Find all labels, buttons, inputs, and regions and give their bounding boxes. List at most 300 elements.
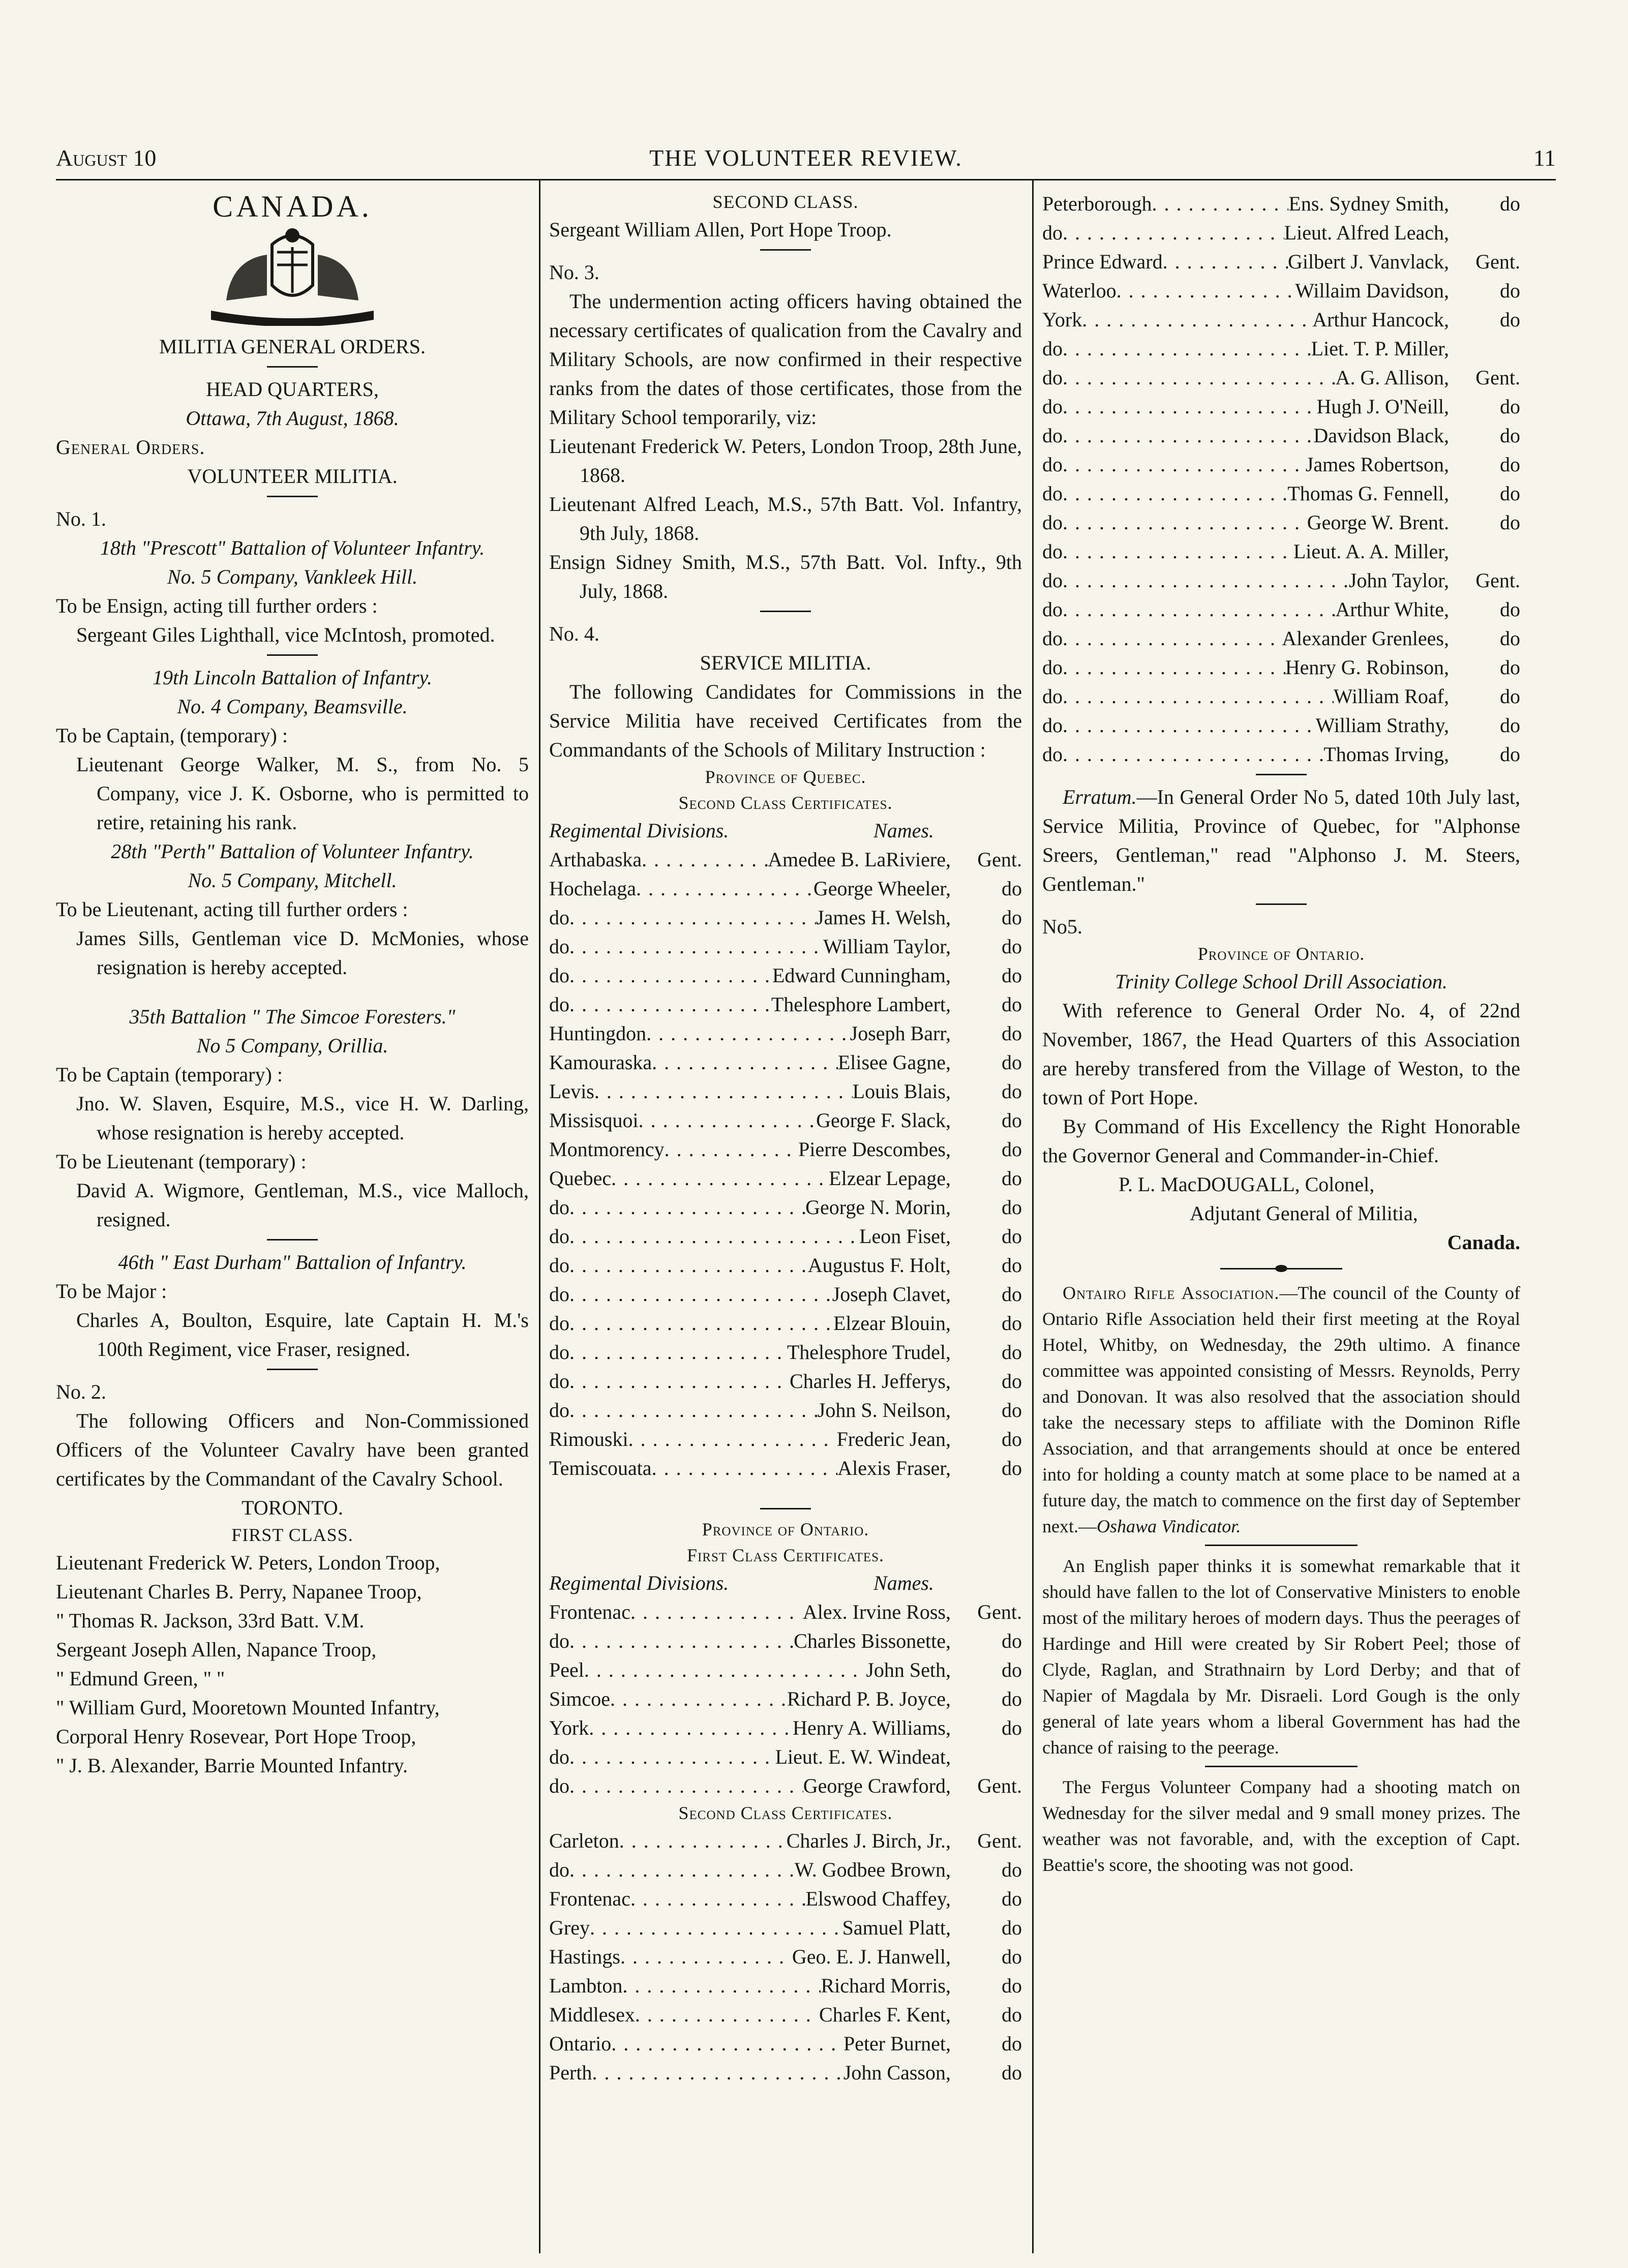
division-cell: York [1042,308,1082,331]
division-cell: do [1042,453,1063,476]
division-cell: Frontenac [549,1600,630,1623]
list-item: Lieutenant Frederick W. Peters, London Troop, [56,1551,440,1574]
name-cell: Charles Bissonette, [794,1629,951,1652]
company-name: No. 4 Company, Beamsville. [177,695,408,718]
class-cell [1449,537,1520,566]
issue-date: August 10 [56,145,157,171]
table-row [549,990,1022,1019]
table-row [549,1942,1022,1971]
battalion-name: 28th "Perth" Battalion of Volunteer Infantry. [111,840,474,863]
order-text: With reference to General Order No. 4, of 22nd November, 1867, the Head Quarters of this Association are hereby transfered from the Village of Weston, to the town of Port Hope. [1042,999,1520,1109]
table-row [549,961,1022,990]
table-row [549,1684,1022,1713]
rifle-association-article [1042,1280,1520,1539]
name-cell: Liet. T. P. Miller, [1311,337,1449,360]
company-name: No 5 Company, Orillia. [196,1034,388,1057]
service-militia-heading: SERVICE MILITIA. [700,651,871,674]
table-row [549,1309,1022,1338]
battalion-name: 18th "Prescott" Battalion of Volunteer Infantry. [100,536,485,559]
name-cell: Richard P. B. Joyce, [787,1687,951,1710]
location-heading: TORONTO. [242,1496,343,1519]
leader-dots [635,2000,819,2029]
name-cell: James H. Welsh, [816,906,951,929]
list-item: " Thomas R. Jackson, 33rd Batt. V.M. [56,1609,365,1632]
column-header-divisions: Regimental Divisions. [549,819,729,842]
divider [1205,1766,1358,1767]
class-cell: do [1002,1225,1022,1248]
leader-dots [1063,624,1282,653]
table-row [549,1884,1022,1913]
name-cell: Peter Burnet, [843,2032,951,2055]
table-row [549,1280,1022,1309]
article-source: Oshawa Vindicator. [1096,1516,1241,1536]
table-row [1042,276,1520,305]
order-text: The following Candidates for Commissions in the Service Militia have received Certificates from the Commandants of the Schools of Military Instruction : [549,680,1022,761]
class-cell: do [1002,1254,1022,1277]
division-cell: Simcoe [549,1687,610,1710]
leader-dots [1063,363,1336,392]
table-row [549,1855,1022,1884]
name-cell: Charles J. Birch, Jr., [786,1829,951,1852]
division-cell: do [549,993,569,1016]
order-text: The undermention acting officers having obtained the necessary certificates of qualication from the Cavalry and Military Schools, are now confirmed in their respective ranks from the dates of those certificates, those from the Military School temporarily, viz: [549,290,1022,429]
name-cell: Alex. Irvine Ross, [802,1600,951,1623]
class-cell: do [1002,1341,1022,1364]
class-cell: do [1002,1138,1022,1161]
class-cell: do [1002,1887,1022,1910]
division-cell: do [1042,569,1063,592]
table-row [1042,392,1520,421]
table-row [549,1826,1022,1855]
first-class-list [56,1548,529,1780]
leader-dots [639,1106,816,1135]
order-text: The following Officers and Non-Commissioned Officers of the Volunteer Cavalry have been granted certificates by the Commandant of the Cavalry School. [56,1409,529,1490]
ornamental-divider [1220,1266,1342,1271]
class-cell: Gent. [977,848,1022,871]
division-cell: do [1042,511,1063,534]
table-row [1042,421,1520,450]
certificate-heading: First Class Certificates. [686,1545,885,1565]
name-cell: Lieut. E. W. Windeat, [775,1745,951,1768]
list-item: Corporal Henry Rosevear, Port Hope Troop, [56,1725,416,1748]
appointment: Jno. W. Slaven, Esquire, M.S., vice H. W. Darling, whose resignation is hereby accepted. [76,1092,529,1144]
name-cell: Frederic Jean, [836,1428,951,1450]
division-cell: Levis [549,1080,594,1103]
table-row [549,1396,1022,1425]
division-cell: do [1042,540,1063,563]
name-cell: Lieut. A. A. Miller, [1293,540,1449,563]
table-row [549,1251,1022,1280]
name-cell: Davidson Black, [1313,424,1449,447]
class-cell: do [1002,1370,1022,1393]
leader-dots [569,1771,803,1800]
leader-dots [1163,247,1288,276]
command-line: By Command of His Excellency the Right Honorable the Governor General and Commander-in-Chief. [1042,1115,1520,1167]
division-cell: Lambton [549,1974,623,1997]
list-item: Ensign Sidney Smith, M.S., 57th Batt. Vol. Infty., 9th July, 1868. [549,551,1022,602]
division-cell: Prince Edward [1042,250,1163,273]
column-3 [1042,189,1520,1878]
divider [760,611,811,612]
table-row [1042,247,1520,276]
class-cell: do [1500,743,1520,766]
table-row [1042,682,1520,711]
table-row [1042,740,1520,769]
division-cell: do [1042,685,1063,708]
divider [267,496,318,497]
division-cell: do [1042,627,1063,650]
table-row [1042,624,1520,653]
divider [1256,774,1307,775]
province-heading: Province of Ontario. [702,1519,869,1539]
table-row [549,1742,1022,1771]
name-cell: Thomas G. Fennell, [1287,482,1449,505]
page-number: 11 [1533,145,1556,171]
leader-dots [1063,508,1307,537]
list-item: " J. B. Alexander, Barrie Mounted Infantry. [56,1754,408,1777]
name-cell: Elzear Lepage, [829,1167,951,1190]
name-cell: John Seth, [866,1658,951,1681]
battalion-name: 35th Battalion " The Simcoe Foresters." [129,1005,456,1028]
table-row [1042,218,1520,247]
article-heading: Ontairo Rifle Association. [1063,1283,1280,1303]
table-row [1042,334,1520,363]
leader-dots [569,1193,805,1222]
division-cell: Huntingdon [549,1022,647,1045]
signature-name: P. L. MacDOUGALL, Colonel, [1119,1173,1375,1196]
class-cell: Gent. [1475,569,1520,592]
class-cell: do [1002,1658,1022,1681]
name-cell: Amedee B. LaRiviere, [768,848,951,871]
rank-line: To be Ensign, acting till further orders : [56,594,378,617]
division-cell: do [1042,337,1063,360]
table-row [1042,537,1520,566]
ontario-second-table-continued [1042,189,1520,769]
quebec-table [549,845,1022,1483]
name-cell: Edward Cunningham, [772,964,951,987]
column-header-divisions: Regimental Divisions. [549,1571,729,1594]
division-cell: Arthabaska [549,848,642,871]
leader-dots [620,1942,792,1971]
division-cell: do [549,1283,569,1306]
leader-dots [1063,740,1323,769]
divider [760,249,811,251]
name-cell: A. G. Allison, [1335,366,1449,389]
division-cell: Peterborough [1042,192,1152,215]
fergus-article: The Fergus Volunteer Company had a shooting match on Wednesday for the silver medal and 9 small money prizes. The weather was not favorable, and, with the exception of Capt. Beattie's score, the shooting was not good. [1042,1777,1520,1875]
page-header [56,143,1556,179]
class-cell: do [1002,1283,1022,1306]
name-cell: Charles H. Jefferys, [790,1370,951,1393]
table-row [549,1135,1022,1164]
division-cell: do [549,935,569,958]
division-cell: do [549,1858,569,1881]
name-cell: Leon Fiset, [859,1225,951,1248]
name-cell: W. Godbee Brown, [794,1858,951,1881]
leader-dots [611,2029,843,2058]
class-cell: do [1500,511,1520,534]
division-cell: do [1042,482,1063,505]
table-row [549,903,1022,932]
leader-dots [1063,537,1293,566]
class-cell: do [1002,877,1022,900]
table-row [1042,479,1520,508]
class-cell: do [1002,1109,1022,1132]
division-cell: do [1042,424,1063,447]
division-cell: do [549,1196,569,1219]
table-row [549,2000,1022,2029]
leader-dots [569,1280,832,1309]
table-row [549,932,1022,961]
appointment: Sergeant Giles Lighthall, vice McIntosh, promoted. [76,623,495,646]
division-cell: Hastings [549,1945,620,1968]
division-cell: Rimouski [549,1428,628,1450]
name-cell: Hugh J. O'Neill, [1316,395,1449,418]
leader-dots [1063,711,1316,740]
class-cell [1449,218,1520,247]
list-item: " William Gurd, Mooretown Mounted Infantry, [56,1696,440,1719]
division-cell: Carleton [549,1829,619,1852]
table-row [549,1019,1022,1048]
table-row [549,1454,1022,1483]
rank-line: To be Captain, (temporary) : [56,724,288,747]
division-cell: Hochelaga [549,877,637,900]
class-cell: do [1002,1687,1022,1710]
list-item: " Edmund Green, " " [56,1667,225,1690]
class-cell: do [1002,1051,1022,1074]
leader-dots [569,1855,795,1884]
leader-dots [619,1826,787,1855]
division-cell: Waterloo [1042,279,1117,302]
leader-dots [652,1048,838,1077]
list-item: Sergeant Joseph Allen, Napance Troop, [56,1638,377,1661]
name-cell: George Wheeler, [813,877,951,900]
leader-dots [611,1164,829,1193]
name-cell: Alexis Fraser, [837,1457,951,1479]
leader-dots [1063,392,1316,421]
leader-dots [1063,450,1306,479]
ontario-first-table [549,1597,1022,1800]
class-cell: do [1002,1716,1022,1739]
name-cell: Gilbert J. Vanvlack, [1288,250,1449,273]
class-cell: do [1500,656,1520,679]
leader-dots [569,1742,775,1771]
certificate-heading: Second Class Certificates. [678,793,893,813]
erratum-label: Erratum. [1063,785,1137,808]
table-row [1042,305,1520,334]
leader-dots [636,874,813,903]
table-row [549,1077,1022,1106]
name-cell: Elzear Blouin, [833,1312,951,1335]
column-header-names: Names. [873,1571,934,1594]
name-cell: Arthur White, [1335,598,1449,621]
leader-dots [1063,218,1284,247]
divider [1256,903,1307,905]
class-cell: do [1002,1196,1022,1219]
name-cell: Thomas Irving, [1323,743,1449,766]
list-item: Lieutenant Frederick W. Peters, London Troop, 28th June, 1868. [549,435,1022,487]
ontario-second-table [549,1826,1022,2087]
table-row [549,1626,1022,1655]
order-number: No. 1. [56,507,106,530]
signature-title: Adjutant General of Militia, [1190,1202,1418,1225]
class-cell: do [1002,935,1022,958]
name-cell: Arthur Hancock, [1312,308,1449,331]
column-2 [549,189,1022,2087]
name-cell: Joseph Clavet, [832,1283,951,1306]
name-cell: Geo. E. J. Hanwell, [792,1945,951,1968]
leader-dots [1063,595,1335,624]
table-row [1042,189,1520,218]
leader-dots [652,1454,838,1483]
divider [760,1508,811,1509]
name-cell: John Taylor, [1348,569,1449,592]
division-cell: Temiscouata [549,1457,652,1479]
association-name: Trinity College School Drill Association. [1115,970,1448,993]
header-rule [56,179,1556,180]
name-cell: Joseph Barr, [850,1022,951,1045]
division-cell: Quebec [549,1167,612,1190]
list-item: Sergeant William Allen, Port Hope Troop. [549,218,892,241]
table-row [1042,450,1520,479]
class-cell: do [1002,1022,1022,1045]
leader-dots [1152,189,1289,218]
name-cell: Henry G. Robinson, [1285,656,1449,679]
column-header-names: Names. [873,819,934,842]
certificate-heading: Second Class Certificates. [678,1803,893,1823]
province-heading: Province of Ontario. [1197,944,1365,964]
name-cell: Willaim Davidson, [1295,279,1449,302]
class-cell: do [1002,1457,1022,1479]
class-cell: do [1002,2061,1022,2084]
class-cell: do [1002,906,1022,929]
name-cell: George W. Brent. [1307,511,1449,534]
leader-dots [628,1425,837,1454]
table-header [549,1568,1022,1597]
name-cell: John Casson, [843,2061,951,2084]
list-item: Lieutenant Alfred Leach, M.S., 57th Batt. Vol. Infantry, 9th July, 1868. [549,493,1022,545]
table-row [549,1106,1022,1135]
volunteer-militia-heading: VOLUNTEER MILITIA. [187,465,398,488]
class-cell: do [1002,1399,1022,1422]
class-cell: Gent. [1475,366,1520,389]
leader-dots [1063,421,1313,450]
class-cell: do [1500,714,1520,737]
erratum [1042,782,1520,898]
table-row [549,1367,1022,1396]
division-cell: do [1042,743,1063,766]
division-cell: do [549,1370,569,1393]
class-cell: do [1002,1974,1022,1997]
leader-dots [569,961,772,990]
class-cell: Gent. [1475,250,1520,273]
divider [267,1369,318,1370]
class-cell: do [1500,482,1520,505]
leader-dots [594,1077,853,1106]
class-heading: SECOND CLASS. [712,192,859,212]
division-cell: Missisquoi [549,1109,639,1132]
table-row [1042,595,1520,624]
division-cell: do [1042,656,1063,679]
division-cell: Middlesex [549,2003,635,2026]
country-title: CANADA. [213,190,372,223]
column-1 [56,189,529,1780]
rank-line: To be Lieutenant, acting till further orders : [56,898,408,921]
class-cell: do [1002,1916,1022,1939]
article-body: —The council of the County of Ontario Rifle Association held their first meeting at the Royal Hotel, Whitby, on Wednesday, the 29th ultimo. A finance committee was appointed consisting of Messrs. Reynolds, Perry and Donovan. It was also resolved that the association should take the necessary steps to affiliate with the Dominon Rifle Association, and that arrangements should at once be entered into for holding a county match at some place to be named at a future day, the match to commence on the first day of September next.— [1042,1283,1521,1536]
division-cell: do [549,964,569,987]
division-cell: Montmorency [549,1138,665,1161]
leader-dots [1063,479,1287,508]
name-cell: Richard Morris, [821,1974,951,1997]
leader-dots [1063,334,1311,363]
leader-dots [610,1684,787,1713]
table-row [549,1164,1022,1193]
leader-dots [584,1655,866,1684]
class-cell: do [1002,1080,1022,1103]
class-cell: Gent. [977,1600,1022,1623]
name-cell: Ens. Sydney Smith, [1288,192,1449,215]
class-cell: do [1500,685,1520,708]
name-cell: Elisee Gagne, [837,1051,951,1074]
class-cell: do [1002,1945,1022,1968]
class-cell: do [1500,192,1520,215]
rank-line: To be Major : [56,1280,167,1303]
division-cell: Perth [549,2061,592,2084]
class-cell [1449,334,1520,363]
leader-dots [630,1597,803,1626]
division-cell: do [549,1774,569,1797]
name-cell: Louis Blais, [852,1080,951,1103]
class-cell: do [1002,1858,1022,1881]
leader-dots [569,990,771,1019]
column-divider [539,179,540,2253]
leader-dots [1063,682,1334,711]
dateline: Ottawa, 7th August, 1868. [186,407,399,430]
leader-dots [665,1135,798,1164]
name-cell: James Robertson, [1305,453,1449,476]
appointment: Lieutenant George Walker, M. S., from No. 5 Company, vice J. K. Osborne, who is permitted to retire, retaining his rank. [76,753,529,834]
appointment: David A. Wigmore, Gentleman, M.S., vice Malloch, resigned. [76,1179,529,1231]
class-cell: Gent. [977,1774,1022,1797]
name-cell: Augustus F. Holt, [807,1254,951,1277]
class-cell: do [1002,993,1022,1016]
column-divider [1032,179,1034,2253]
class-cell: do [1500,308,1520,331]
table-row [549,1222,1022,1251]
leader-dots [569,932,823,961]
division-cell: do [1042,366,1063,389]
table-row [549,1425,1022,1454]
leader-dots [1063,566,1349,595]
division-cell: do [1042,395,1063,418]
list-item: Lieutenant Charles B. Perry, Napanee Troop, [56,1580,422,1603]
class-cell: do [1002,2003,1022,2026]
leader-dots [642,845,768,874]
class-cell: do [1500,395,1520,418]
leader-dots [646,1019,850,1048]
division-cell: do [1042,221,1063,244]
class-heading: FIRST CLASS. [231,1525,353,1545]
leader-dots [630,1884,806,1913]
table-row [549,1713,1022,1742]
appointment: James Sills, Gentleman vice D. McMonies, whose resignation is hereby accepted. [76,927,529,979]
table-row [549,1771,1022,1800]
class-cell: do [1002,1428,1022,1450]
class-cell: do [1002,1312,1022,1335]
class-cell: do [1002,2032,1022,2055]
table-row [549,1655,1022,1684]
